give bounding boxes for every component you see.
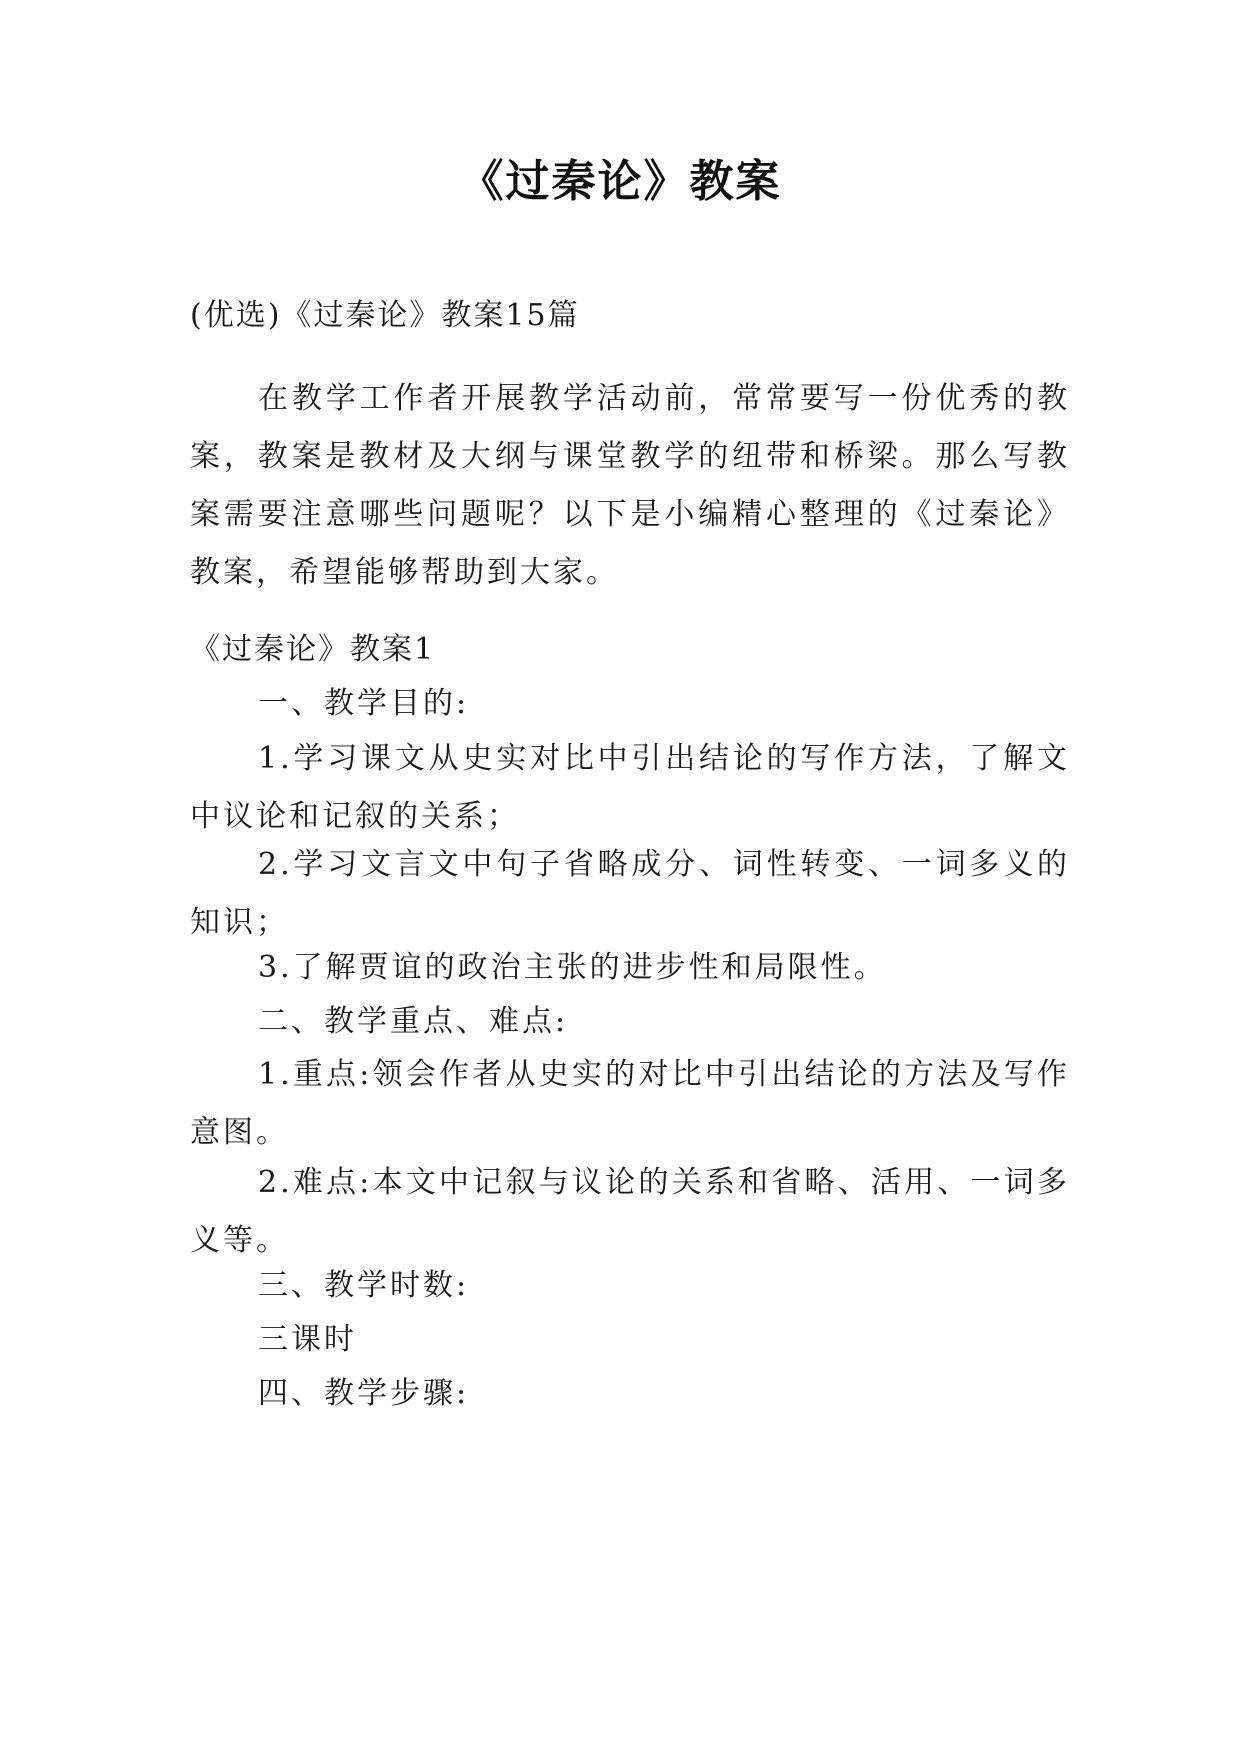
key-point-item-1: 1.重点:领会作者从史实的对比中引出结论的方法及写作意图。 [190, 1057, 1070, 1150]
key-point-item-2: 2.难点:本文中记叙与议论的关系和省略、活用、一词多义等。 [190, 1165, 1070, 1258]
document-title: 《过秦论》教案 [459, 156, 782, 207]
heading-teaching-steps: 四、教学步骤: [258, 1376, 470, 1411]
section-heading: 《过秦论》教案1 [190, 632, 436, 667]
intro-paragraph: 在教学工作者开展教学活动前，常常要写一份优秀的教案，教案是教材及大纲与课堂教学的纽带和桥梁。那么写教案需要注意哪些问题呢？以下是小编精心整理的《过秦论》教案，希望能够帮助到大家。 [190, 381, 1070, 590]
goal-item-1: 1.学习课文从史实对比中引出结论的写作方法，了解文中议论和记叙的关系； [190, 741, 1070, 834]
class-hours-value: 三课时 [258, 1322, 357, 1357]
goal-item-2: 2.学习文言文中句子省略成分、词性转变、一词多义的知识； [190, 847, 1070, 940]
heading-teaching-goals: 一、教学目的: [258, 686, 470, 721]
document-subtitle: (优选)《过秦论》教案15篇 [190, 298, 580, 333]
heading-class-hours: 三、教学时数: [258, 1268, 470, 1303]
heading-key-points: 二、教学重点、难点: [258, 1004, 569, 1039]
goal-item-3: 3.了解贾谊的政治主张的进步性和局限性。 [258, 950, 887, 985]
